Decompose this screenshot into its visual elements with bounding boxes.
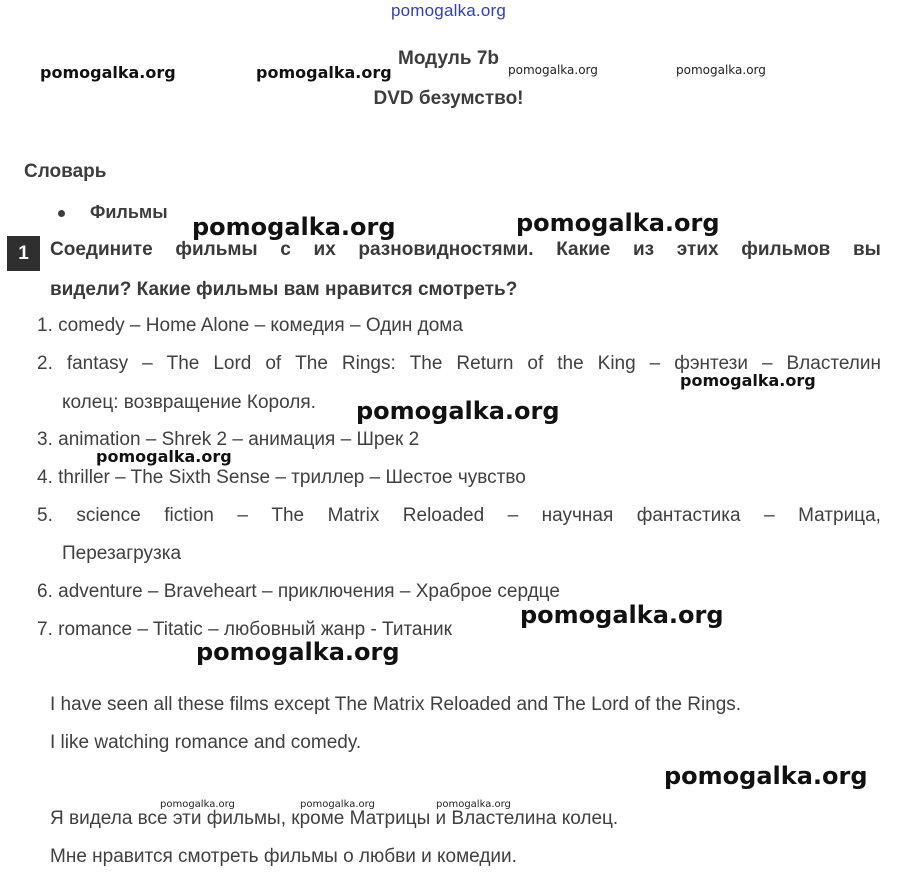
task-number: 1 [7,236,40,271]
watermark: pomogalka.org [508,63,598,77]
vocab-heading: Словарь [24,161,107,182]
item-word: the [557,353,584,374]
item-word: science [76,505,141,526]
item-word: – [142,353,153,374]
watermark: pomogalka.org [356,397,560,425]
vocab-bullet: Фильмы [90,202,168,222]
watermark: pomogalka.org [520,601,724,629]
item-word: Matrix [327,505,380,526]
item-word: – [237,505,248,526]
watermark: pomogalka.org [196,638,400,666]
item-word: The [166,353,200,374]
watermark-top: pomogalka.org [390,1,507,20]
task-word: их [313,239,336,260]
list-item: 7. romance – Titatic – любовный жанр - Титаник [37,619,452,640]
watermark: pomogalka.org [96,447,232,466]
item-word: 5. [37,505,53,526]
task-word: вы [853,239,881,260]
watermark: pomogalka.org [40,63,176,82]
answer-en-1: I have seen all these films except The Matrix Reloaded and The Lord of the Rings. [50,694,742,715]
task-word: разновидностями. [358,239,534,260]
list-item [37,505,881,527]
item-word: of [265,353,282,374]
task-word: с [280,239,291,260]
watermark: pomogalka.org [516,209,720,237]
item-word: King [597,353,636,374]
task-word: из [633,239,655,260]
task-line-2: видели? Какие фильмы вам нравится смотреть? [50,279,518,300]
item-word: The [409,353,443,374]
item-word: Lord [213,353,252,374]
task-word: этих [676,239,719,260]
task-word: фильмы [175,239,258,260]
answer-en-2: I like watching romance and comedy. [50,732,362,753]
item-word: Return [456,353,514,374]
task-word: Какие [556,239,611,260]
watermark: pomogalka.org [300,799,375,810]
answer-ru-2: Мне нравится смотреть фильмы о любви и комедии. [50,846,517,867]
item-word: Reloaded [402,505,485,526]
item-word: Властелин [786,353,881,374]
item-word: of [527,353,544,374]
watermark: pomogalka.org [160,799,235,810]
watermark: pomogalka.org [680,371,816,390]
item-word: – [507,505,519,526]
list-item: 1. comedy – Home Alone – комедия – Один дома [37,315,463,336]
watermark: pomogalka.org [436,799,511,810]
item-word: Rings: [341,353,396,374]
item-word: The [295,353,328,374]
task-line-1 [50,239,881,261]
watermark: pomogalka.org [664,762,868,790]
item-word: – [761,353,773,374]
item-word: The [271,505,305,526]
task-word: Соедините [50,239,153,260]
list-item-continuation: колец: возвращение Короля. [62,392,316,413]
item-word: научная [541,505,614,526]
item-word: fantasy [66,353,129,374]
answer-ru-1: Я видела все эти фильмы, кроме Матрицы и Властелина колец. [50,808,619,829]
item-word: Матрица, [798,505,881,526]
item-word: – [764,505,775,526]
item-word: фантастика [636,505,741,526]
watermark: pomogalka.org [676,63,766,77]
bullet-icon [58,210,65,217]
list-item-continuation: Перезагрузка [62,543,182,564]
watermark: pomogalka.org [256,63,392,82]
module-label: Модуль 7b [398,48,499,69]
list-item: 6. adventure – Braveheart – приключения – Храброе сердце [37,581,560,602]
task-word: фильмов [741,239,831,260]
page-title: DVD безумство! [373,88,524,109]
list-item: 3. animation – Shrek 2 – анимация – Шрек 2 [37,429,420,450]
list-item: 4. thriller – The Sixth Sense – триллер – Шестое чувство [37,467,526,488]
watermark: pomogalka.org [192,213,396,241]
item-word: – [649,353,661,374]
item-word: 2. [37,353,53,374]
item-word: fiction [164,505,214,526]
item-word: фэнтези [674,353,748,374]
